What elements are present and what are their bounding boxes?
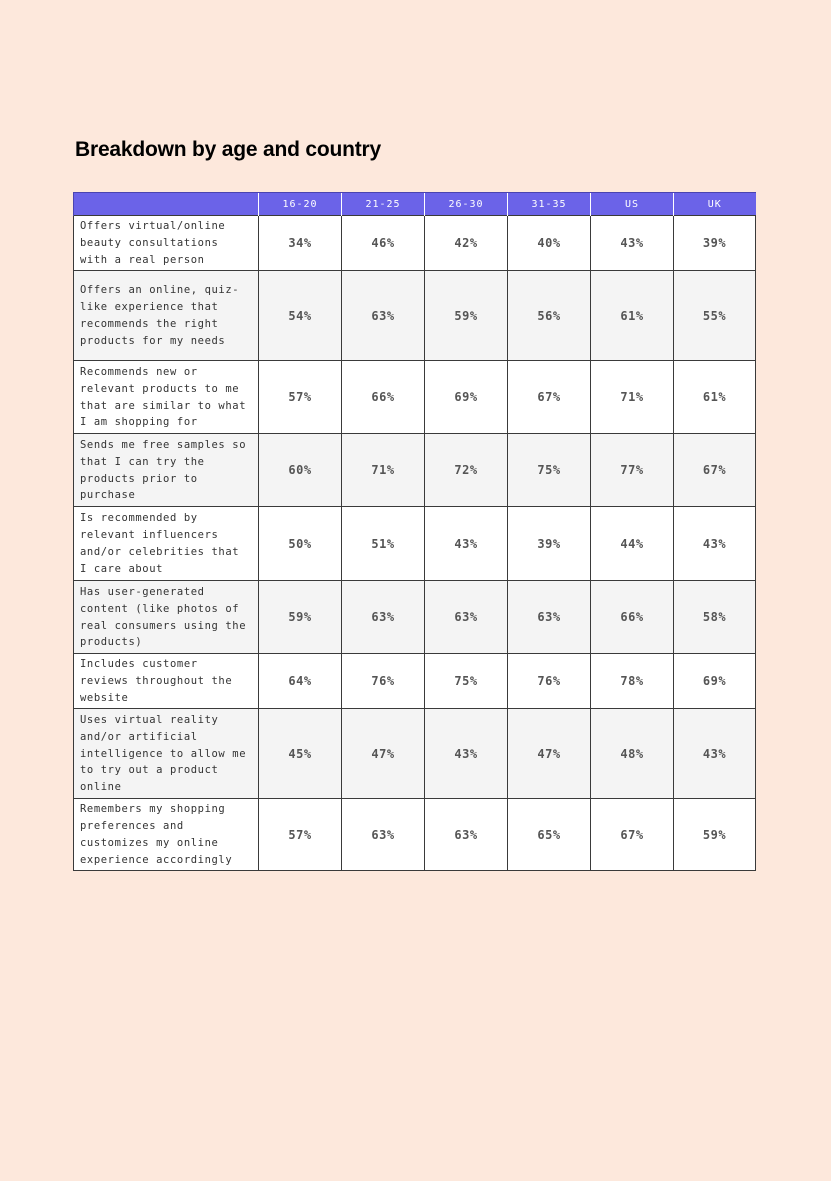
value-cell: 50%: [259, 507, 342, 581]
header-cell-31-35: 31-35: [508, 193, 591, 216]
value-cell: 43%: [674, 709, 756, 799]
value-cell: 43%: [591, 216, 674, 271]
value-cell: 63%: [508, 581, 591, 654]
value-cell: 59%: [425, 271, 508, 361]
value-cell: 60%: [259, 434, 342, 507]
value-cell: 75%: [425, 654, 508, 709]
value-cell: 65%: [508, 799, 591, 871]
table-row: [74, 361, 756, 434]
value-cell: 69%: [674, 654, 756, 709]
header-cell-16-20: 16-20: [259, 193, 342, 216]
value-cell: 47%: [508, 709, 591, 799]
value-cell: 55%: [674, 271, 756, 361]
value-cell: 34%: [259, 216, 342, 271]
table-row: [74, 654, 756, 709]
value-cell: 71%: [591, 361, 674, 434]
value-cell: 72%: [425, 434, 508, 507]
page-title: Breakdown by age and country: [75, 138, 381, 161]
header-cell-us: US: [591, 193, 674, 216]
table-row: [74, 507, 756, 581]
row-label: Offers virtual/online beauty consultations with a real person: [74, 216, 259, 271]
header-cell-label: [74, 193, 259, 216]
value-cell: 63%: [342, 271, 425, 361]
value-cell: 43%: [425, 507, 508, 581]
header-cell-21-25: 21-25: [342, 193, 425, 216]
row-label: Includes customer reviews throughout the website: [74, 654, 259, 709]
value-cell: 39%: [674, 216, 756, 271]
row-label: Recommends new or relevant products to me that are similar to what I am shopping for: [74, 361, 259, 434]
value-cell: 57%: [259, 361, 342, 434]
value-cell: 43%: [425, 709, 508, 799]
header-cell-26-30: 26-30: [425, 193, 508, 216]
value-cell: 45%: [259, 709, 342, 799]
value-cell: 71%: [342, 434, 425, 507]
value-cell: 78%: [591, 654, 674, 709]
header-cell-uk: UK: [674, 193, 756, 216]
value-cell: 67%: [674, 434, 756, 507]
value-cell: 66%: [591, 581, 674, 654]
table-row: [74, 709, 756, 799]
value-cell: 59%: [674, 799, 756, 871]
row-label: Sends me free samples so that I can try the products prior to purchase: [74, 434, 259, 507]
value-cell: 56%: [508, 271, 591, 361]
value-cell: 61%: [674, 361, 756, 434]
value-cell: 44%: [591, 507, 674, 581]
value-cell: 39%: [508, 507, 591, 581]
value-cell: 76%: [342, 654, 425, 709]
table-row: [74, 434, 756, 507]
row-label: Is recommended by relevant influencers and/or celebrities that I care about: [74, 507, 259, 581]
value-cell: 67%: [508, 361, 591, 434]
value-cell: 64%: [259, 654, 342, 709]
value-cell: 63%: [342, 581, 425, 654]
table-header-row: [74, 193, 756, 216]
value-cell: 42%: [425, 216, 508, 271]
value-cell: 63%: [425, 799, 508, 871]
value-cell: 67%: [591, 799, 674, 871]
value-cell: 54%: [259, 271, 342, 361]
value-cell: 59%: [259, 581, 342, 654]
row-label: Offers an online, quiz-like experience that recommends the right products for my needs: [74, 271, 259, 361]
row-label: Uses virtual reality and/or artificial intelligence to allow me to try out a product online: [74, 709, 259, 799]
row-label: Has user-generated content (like photos of real consumers using the products): [74, 581, 259, 654]
value-cell: 61%: [591, 271, 674, 361]
value-cell: 47%: [342, 709, 425, 799]
value-cell: 57%: [259, 799, 342, 871]
value-cell: 76%: [508, 654, 591, 709]
value-cell: 66%: [342, 361, 425, 434]
table-row: [74, 271, 756, 361]
value-cell: 48%: [591, 709, 674, 799]
value-cell: 40%: [508, 216, 591, 271]
breakdown-table: [73, 192, 756, 871]
value-cell: 63%: [342, 799, 425, 871]
table-row: [74, 216, 756, 271]
table-row: [74, 799, 756, 871]
value-cell: 46%: [342, 216, 425, 271]
value-cell: 69%: [425, 361, 508, 434]
value-cell: 51%: [342, 507, 425, 581]
table-row: [74, 581, 756, 654]
row-label: Remembers my shopping preferences and customizes my online experience accordingly: [74, 799, 259, 871]
value-cell: 43%: [674, 507, 756, 581]
value-cell: 77%: [591, 434, 674, 507]
value-cell: 58%: [674, 581, 756, 654]
value-cell: 63%: [425, 581, 508, 654]
value-cell: 75%: [508, 434, 591, 507]
